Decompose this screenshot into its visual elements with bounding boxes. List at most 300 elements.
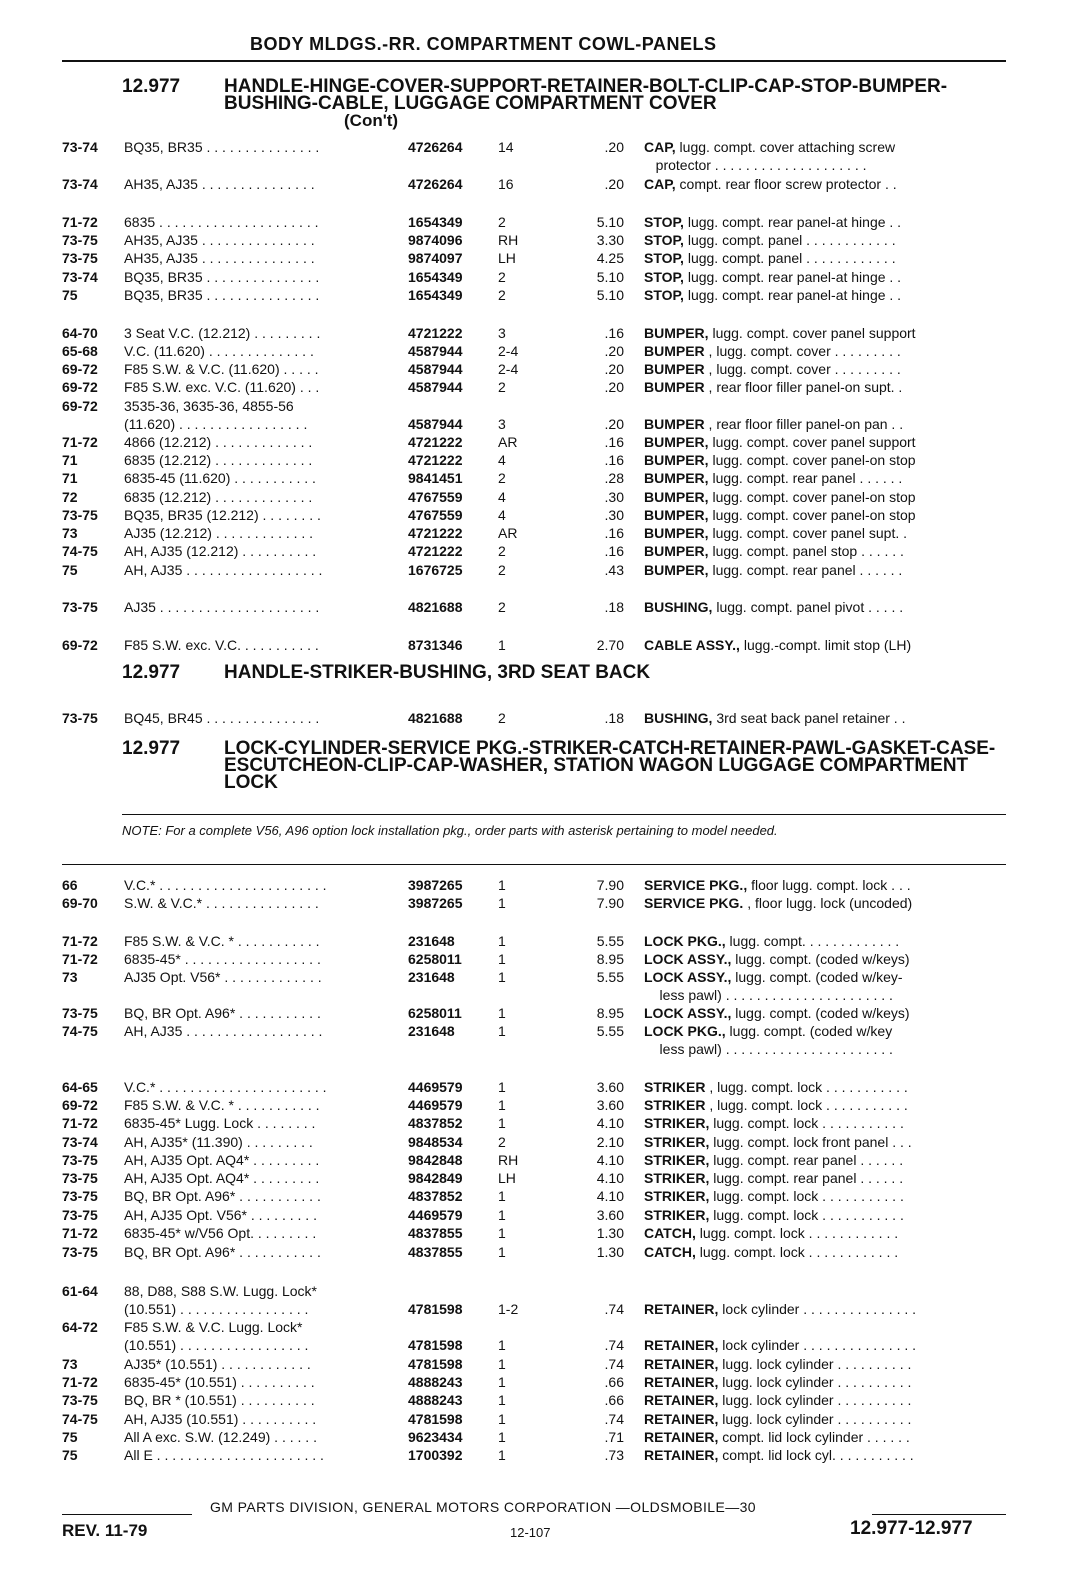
part-name: BUMPER, [644, 452, 709, 468]
part-number: 4821688 [408, 599, 463, 615]
table-row [62, 1410, 1006, 1428]
part-number: 9874097 [408, 250, 463, 266]
part-number: 9874096 [408, 232, 463, 248]
part-name: CAP, [644, 139, 676, 155]
application: V.C.* . . . . . . . . . . . . . . . . . . . . . . [124, 877, 327, 893]
part-name: RETAINER, [644, 1447, 719, 1463]
year-range: 73-75 [62, 1244, 98, 1260]
description [644, 1224, 1006, 1242]
table-row [62, 342, 1006, 360]
price: 8.95 [596, 951, 624, 967]
description [644, 932, 1006, 950]
year-range: 71-72 [62, 1374, 98, 1390]
description [644, 709, 1006, 727]
part-detail: lugg. compt. lock . . . . . . . . . . . . [695, 1244, 899, 1260]
description [644, 1004, 1006, 1022]
part-detail: lugg. compt. rear panel . . . . . . [708, 470, 903, 486]
description [644, 378, 1006, 396]
application: 6835-45* w/V56 Opt. . . . . . . . . [124, 1225, 317, 1241]
application: All E . . . . . . . . . . . . . . . . . . . . . . [124, 1447, 324, 1463]
year-range: 73-75 [62, 1392, 98, 1408]
description [644, 488, 1006, 506]
part-name: BUMPER, [644, 562, 709, 578]
price: 3.30 [596, 232, 624, 248]
price: 1.30 [596, 1244, 624, 1260]
price: 1.30 [596, 1225, 624, 1241]
description [644, 1169, 1006, 1187]
quantity: LH [498, 1170, 516, 1186]
price: .16 [604, 543, 624, 559]
application: 4866 (12.212) . . . . . . . . . . . . . [124, 434, 313, 450]
option-note: NOTE: For a complete V56, A96 option lock installation pkg., order parts with asterisk pertaining to model needed. [122, 823, 778, 838]
part-detail: lugg. compt. lock . . . . . . . . . . . [709, 1188, 904, 1204]
application: V.C. (11.620) . . . . . . . . . . . . . . [124, 343, 314, 359]
quantity: 14 [498, 139, 514, 155]
part-number: 4721222 [408, 543, 463, 559]
part-detail: lugg. compt. cover panel support [708, 325, 916, 341]
quantity: 1 [498, 951, 506, 967]
price: 8.95 [596, 1005, 624, 1021]
application: AJ35 (12.212) . . . . . . . . . . . . . [124, 525, 314, 541]
part-number: 9842849 [408, 1170, 463, 1186]
price: .71 [604, 1429, 624, 1445]
part-detail: lugg. compt. cover panel-on stop [708, 452, 916, 468]
application: F85 S.W. exc. V.C. (11.620) . . . [124, 379, 320, 395]
table-row [62, 506, 1006, 524]
part-detail: compt. rear floor screw protector . . [675, 176, 897, 192]
table-row [62, 1022, 1006, 1040]
part-name: BUMPER, [644, 434, 709, 450]
table-row [62, 968, 1006, 986]
part-number: 6258011 [408, 951, 462, 967]
year-range: 73-75 [62, 250, 98, 266]
application: BQ, BR Opt. A96* . . . . . . . . . . . [124, 1244, 321, 1260]
year-range: 69-72 [62, 361, 98, 377]
quantity: 2 [498, 269, 506, 285]
part-number: 4781598 [408, 1337, 463, 1353]
year-range: 73-75 [62, 1188, 98, 1204]
description [644, 894, 1006, 912]
quantity: 2-4 [498, 361, 519, 377]
part-name: STRIKER [644, 1079, 706, 1095]
part-detail: compt. lid lock cylinder . . . . . . [718, 1429, 910, 1445]
quantity: 2-4 [498, 343, 519, 359]
part-detail: less pawl) . . . . . . . . . . . . . . . . . . . . . . [644, 1041, 893, 1057]
description [644, 156, 1006, 174]
description [644, 360, 1006, 378]
year-range: 74-75 [62, 1411, 98, 1427]
part-number: 4721222 [408, 325, 463, 341]
quantity: 2 [498, 214, 506, 230]
section-subtitle: (Con't) [344, 111, 399, 130]
application: 6835-45 (11.620) . . . . . . . . . . . [124, 470, 316, 486]
part-name: STOP, [644, 250, 684, 266]
part-name: CAP, [644, 176, 676, 192]
description [644, 138, 1006, 156]
quantity: 1 [498, 1244, 506, 1260]
year-range: 65-68 [62, 343, 98, 359]
price: .20 [604, 416, 624, 432]
part-name: LOCK PKG., [644, 1023, 726, 1039]
application: AH, AJ35 Opt. AQ4* . . . . . . . . . [124, 1152, 320, 1168]
quantity: 16 [498, 176, 514, 192]
quantity: 1-2 [498, 1301, 519, 1317]
quantity: RH [498, 1152, 519, 1168]
year-range: 71-72 [62, 434, 98, 450]
part-detail: lugg. lock cylinder . . . . . . . . . . [718, 1392, 912, 1408]
part-name: BUMPER [644, 416, 705, 432]
description [644, 636, 1006, 654]
year-range: 69-72 [62, 398, 98, 414]
description [644, 876, 1006, 894]
section-title-text: HANDLE-HINGE-COVER-SUPPORT-RETAINER-BOLT-CLIP-CAP-STOP-BUMPER-BUSHING-CABLE, LUGGAGE COMPARTMENT COVER [224, 76, 948, 114]
description [644, 1391, 1006, 1409]
part-number: 4837855 [408, 1225, 463, 1241]
table-row [62, 561, 1006, 579]
description [644, 1151, 1006, 1169]
part-number: 4721222 [408, 434, 463, 450]
application: 6835-45* . . . . . . . . . . . . . . . . . . [124, 951, 321, 967]
part-detail: lugg. compt. panel . . . . . . . . . . . . [683, 250, 896, 266]
quantity: 2 [498, 470, 506, 486]
part-number: 9848534 [408, 1134, 463, 1150]
application: (11.620) . . . . . . . . . . . . . . . . . [124, 416, 308, 432]
application: BQ35, BR35 . . . . . . . . . . . . . . . [124, 287, 320, 303]
table-row [62, 1446, 1006, 1464]
note-rule [122, 814, 1006, 815]
year-range: 73-75 [62, 1170, 98, 1186]
table-row [62, 138, 1006, 156]
quantity: 1 [498, 1447, 506, 1463]
price: 3.60 [596, 1207, 624, 1223]
part-detail: lugg. compt. rear panel . . . . . . [709, 1170, 904, 1186]
application: AH, AJ35 (10.551) . . . . . . . . . . [124, 1411, 317, 1427]
description [644, 1206, 1006, 1224]
quantity: 1 [498, 1392, 506, 1408]
part-number: 1654349 [408, 287, 463, 303]
year-range: 64-65 [62, 1079, 98, 1095]
table-row [62, 156, 1006, 174]
table-row [62, 542, 1006, 560]
header-rule [62, 60, 1006, 62]
part-number: 9623434 [408, 1429, 463, 1445]
part-number: 4888243 [408, 1374, 463, 1390]
part-number: 4469579 [408, 1079, 463, 1095]
part-name: STRIKER, [644, 1115, 710, 1131]
table-row [62, 1169, 1006, 1187]
quantity: 3 [498, 416, 506, 432]
quantity: 1 [498, 1188, 506, 1204]
part-number: 4781598 [408, 1411, 463, 1427]
application: 88, D88, S88 S.W. Lugg. Lock* [124, 1283, 318, 1299]
part-name: BUMPER, [644, 489, 709, 505]
quantity: 4 [498, 507, 506, 523]
description [644, 175, 1006, 193]
part-detail: lock cylinder . . . . . . . . . . . . . . . [718, 1337, 917, 1353]
part-name: STOP, [644, 287, 684, 303]
description [644, 1410, 1006, 1428]
part-number: 4469579 [408, 1207, 463, 1223]
year-range: 61-64 [62, 1283, 98, 1299]
quantity: 1 [498, 1079, 506, 1095]
year-range: 73-75 [62, 232, 98, 248]
table-row [62, 1428, 1006, 1446]
description [644, 1022, 1006, 1040]
year-range: 71 [62, 470, 78, 486]
application: BQ35, BR35 . . . . . . . . . . . . . . . [124, 269, 320, 285]
table-row [62, 1133, 1006, 1151]
price: 3.60 [596, 1079, 624, 1095]
section-title [224, 78, 1004, 129]
part-number: 4767559 [408, 507, 463, 523]
application: (10.551) . . . . . . . . . . . . . . . . . [124, 1337, 309, 1353]
table-row [62, 1004, 1006, 1022]
table-row [62, 397, 1006, 415]
year-range: 66 [62, 877, 78, 893]
part-number: 231648 [408, 1023, 455, 1039]
application: AH, AJ35 Opt. AQ4* . . . . . . . . . [124, 1170, 320, 1186]
application: AH, AJ35 Opt. V56* . . . . . . . . . [124, 1207, 317, 1223]
quantity: 1 [498, 969, 506, 985]
year-range: 73-74 [62, 139, 98, 155]
year-range: 71-72 [62, 1115, 98, 1131]
part-detail: , rear floor filler panel-on supt. . [704, 379, 903, 395]
quantity: 2 [498, 562, 506, 578]
table-row [62, 894, 1006, 912]
description [644, 986, 1006, 1004]
application: AH, AJ35 . . . . . . . . . . . . . . . . . . [124, 562, 323, 578]
part-detail: lugg. lock cylinder . . . . . . . . . . [718, 1374, 912, 1390]
part-detail: lugg. compt. panel stop . . . . . . [708, 543, 904, 559]
table-row [62, 360, 1006, 378]
application: AJ35 Opt. V56* . . . . . . . . . . . . . [124, 969, 322, 985]
price: .16 [604, 525, 624, 541]
part-detail: lugg. compt. panel . . . . . . . . . . . . [683, 232, 896, 248]
table-row [62, 1187, 1006, 1205]
part-detail: lugg. compt. panel pivot . . . . . [712, 599, 904, 615]
part-detail: lugg. lock cylinder . . . . . . . . . . [718, 1356, 912, 1372]
quantity: 2 [498, 710, 506, 726]
part-number: 231648 [408, 933, 455, 949]
table-row [62, 415, 1006, 433]
part-number: 4587944 [408, 343, 463, 359]
description [644, 1078, 1006, 1096]
quantity: 2 [498, 287, 506, 303]
year-range: 73-74 [62, 269, 98, 285]
quantity: 4 [498, 489, 506, 505]
table-row [62, 598, 1006, 616]
price: .30 [604, 507, 624, 523]
part-detail: , lugg. compt. lock . . . . . . . . . . . [705, 1097, 908, 1113]
year-range: 73-75 [62, 1152, 98, 1168]
table-row [62, 231, 1006, 249]
year-range: 73 [62, 525, 78, 541]
quantity: 1 [498, 933, 506, 949]
part-detail: lugg. compt. lock . . . . . . . . . . . . [695, 1225, 899, 1241]
table-row [62, 1355, 1006, 1373]
page-header: BODY MLDGS.-RR. COMPARTMENT COWL-PANELS [250, 34, 717, 54]
part-detail: lugg. compt. (coded w/key [725, 1023, 893, 1039]
application: 6835 (12.212) . . . . . . . . . . . . . [124, 489, 313, 505]
section-title: LOCK-CYLINDER-SERVICE PKG.-STRIKER-CATCH-RETAINER-PAWL-GASKET-CASE-ESCUTCHEON-CLIP-CAP-WASHER, STATION WAGON LUGGAGE COMPARTMENT LOCK [224, 738, 996, 793]
part-name: RETAINER, [644, 1429, 719, 1445]
part-name: BUSHING, [644, 599, 713, 615]
price: 4.10 [596, 1152, 624, 1168]
part-detail: , lugg. compt. cover . . . . . . . . . [704, 343, 901, 359]
price: .16 [604, 434, 624, 450]
price: 4.25 [596, 250, 624, 266]
part-detail: lugg. compt. (coded w/keys) [731, 951, 910, 967]
part-number: 4781598 [408, 1356, 463, 1372]
part-name: LOCK ASSY., [644, 951, 732, 967]
application: S.W. & V.C.* . . . . . . . . . . . . . . . [124, 895, 319, 911]
table-row [62, 1318, 1006, 1336]
description [644, 324, 1006, 342]
year-range: 75 [62, 287, 78, 303]
part-detail: protector . . . . . . . . . . . . . . . . . . . . [644, 157, 867, 173]
part-name: LOCK ASSY., [644, 1005, 732, 1021]
table-row [62, 1040, 1006, 1058]
quantity: 1 [498, 877, 506, 893]
year-range: 72 [62, 489, 78, 505]
description [644, 950, 1006, 968]
part-detail: lugg. compt. lock front panel . . . [709, 1134, 912, 1150]
part-number: 9842848 [408, 1152, 463, 1168]
application: 3535-36, 3635-36, 4855-56 [124, 398, 294, 414]
part-detail: lugg. lock cylinder . . . . . . . . . . [718, 1411, 912, 1427]
part-detail: lugg. compt. . . . . . . . . . . . . [725, 933, 900, 949]
year-range: 69-72 [62, 637, 98, 653]
application: BQ35, BR35 . . . . . . . . . . . . . . . [124, 139, 320, 155]
part-number: 6258011 [408, 1005, 462, 1021]
part-number: 4469579 [408, 1097, 463, 1113]
table-row [62, 451, 1006, 469]
price: .20 [604, 343, 624, 359]
quantity: 1 [498, 1005, 506, 1021]
year-range: 71-72 [62, 951, 98, 967]
year-range: 73-75 [62, 1207, 98, 1223]
quantity: 1 [498, 1374, 506, 1390]
description [644, 1300, 1006, 1318]
application: AH, AJ35 (12.212) . . . . . . . . . . [124, 543, 317, 559]
quantity: 2 [498, 379, 506, 395]
quantity: 1 [498, 1207, 506, 1223]
part-name: LOCK ASSY., [644, 969, 732, 985]
year-range: 73-74 [62, 176, 98, 192]
quantity: 3 [498, 325, 506, 341]
price: .74 [604, 1301, 624, 1317]
description [644, 1373, 1006, 1391]
application: 6835-45* (10.551) . . . . . . . . . . [124, 1374, 315, 1390]
year-range: 69-70 [62, 895, 98, 911]
description [644, 1446, 1006, 1464]
application: BQ, BR Opt. A96* . . . . . . . . . . . [124, 1005, 321, 1021]
footer-division: GM PARTS DIVISION, GENERAL MOTORS CORPORATION —OLDSMOBILE—30 [210, 1499, 756, 1515]
quantity: 1 [498, 1429, 506, 1445]
table-row [62, 1300, 1006, 1318]
table-row [62, 524, 1006, 542]
description [644, 1336, 1006, 1354]
part-name: STRIKER, [644, 1170, 710, 1186]
price: .74 [604, 1337, 624, 1353]
application: AH35, AJ35 . . . . . . . . . . . . . . . [124, 232, 315, 248]
section-number: 12.977 [122, 662, 181, 683]
part-detail: lugg. compt. cover attaching screw [675, 139, 896, 155]
description [644, 1096, 1006, 1114]
part-number: 3987265 [408, 895, 463, 911]
table-row [62, 950, 1006, 968]
description [644, 213, 1006, 231]
part-name: BUMPER [644, 379, 705, 395]
application: 6835 (12.212) . . . . . . . . . . . . . [124, 452, 313, 468]
description [644, 249, 1006, 267]
part-name: STRIKER, [644, 1188, 710, 1204]
part-name: BUSHING, [644, 710, 713, 726]
part-name: BUMPER [644, 361, 705, 377]
table-row [62, 1151, 1006, 1169]
part-detail: lugg. compt. rear panel . . . . . . [708, 562, 903, 578]
year-range: 73-75 [62, 599, 98, 615]
year-range: 69-72 [62, 379, 98, 395]
application: (10.551) . . . . . . . . . . . . . . . . . [124, 1301, 309, 1317]
quantity: 1 [498, 1225, 506, 1241]
price: 4.10 [596, 1115, 624, 1131]
footer-rule-right [872, 1514, 1006, 1515]
part-number: 4837852 [408, 1115, 463, 1131]
part-detail: lugg. compt. rear panel . . . . . . [709, 1152, 904, 1168]
description [644, 469, 1006, 487]
price: .20 [604, 139, 624, 155]
price: .66 [604, 1392, 624, 1408]
price: 3.60 [596, 1097, 624, 1113]
footer-rule-left [62, 1514, 192, 1515]
table-row [62, 1096, 1006, 1114]
part-detail: lugg. compt. (coded w/keys) [731, 1005, 910, 1021]
part-number: 4781598 [408, 1301, 463, 1317]
part-name: BUMPER [644, 343, 705, 359]
price: .74 [604, 1411, 624, 1427]
description [644, 1428, 1006, 1446]
table-row [62, 1243, 1006, 1261]
part-number: 1676725 [408, 562, 463, 578]
part-name: SERVICE PKG. [644, 895, 744, 911]
part-detail: lugg. compt. lock . . . . . . . . . . . [709, 1207, 904, 1223]
description [644, 542, 1006, 560]
price: 2.70 [596, 637, 624, 653]
part-detail: 3rd seat back panel retainer . . [712, 710, 906, 726]
table-row [62, 986, 1006, 1004]
part-number: 4837852 [408, 1188, 463, 1204]
part-number: 4726264 [408, 139, 463, 155]
application: 6835-45* Lugg. Lock . . . . . . . . [124, 1115, 316, 1131]
part-name: STOP, [644, 214, 684, 230]
description [644, 1355, 1006, 1373]
part-detail: lugg. compt. cover panel supt. . [708, 525, 908, 541]
table-row [62, 268, 1006, 286]
table-row [62, 932, 1006, 950]
part-name: STOP, [644, 232, 684, 248]
part-name: STRIKER, [644, 1207, 710, 1223]
quantity: AR [498, 434, 518, 450]
part-number: 1654349 [408, 269, 463, 285]
table-rule [62, 864, 1006, 865]
part-detail: lock cylinder . . . . . . . . . . . . . . . [718, 1301, 917, 1317]
price: 4.10 [596, 1188, 624, 1204]
table-row [62, 213, 1006, 231]
table-row [62, 378, 1006, 396]
year-range: 75 [62, 1429, 78, 1445]
part-detail: , floor lugg. lock (uncoded) [743, 895, 913, 911]
